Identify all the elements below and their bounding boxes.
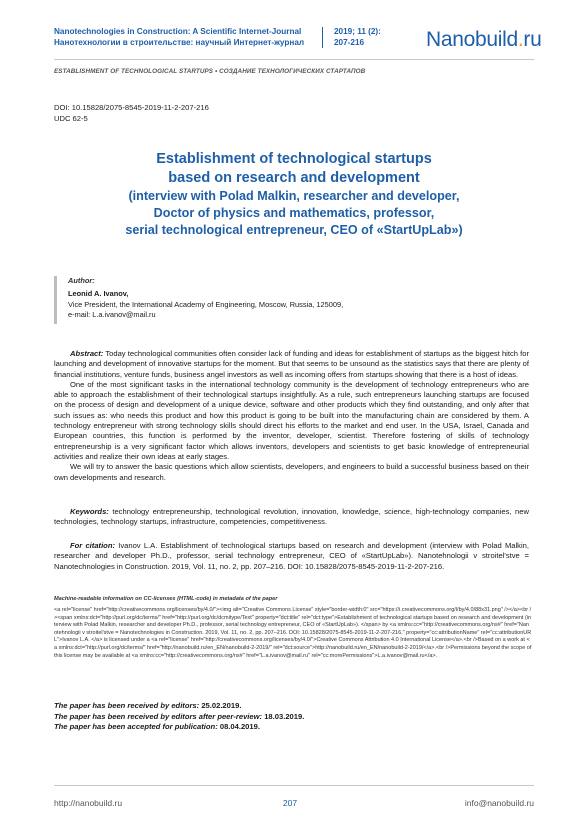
article-title <box>54 150 534 239</box>
title-line-4: Doctor of physics and mathematics, professor, <box>153 206 435 220</box>
author-block <box>54 276 454 324</box>
logo-text-b: ru <box>523 28 542 51</box>
footer-email-link[interactable]: info@nanobuild.ru <box>464 798 534 808</box>
cc-html-code: <a rel="license" href="http://creativecommons.org/licenses/by/4.0/"><img alt="Creative Commons License" style="border-width:0" src="https://i.creativecommons.org/l/by/4.0/88x31.png" /></a><br /><span xmlns:dct="http://purl.org/dc/terms/" href="http://purl.org/dc/dcmitype/Text" property="dct:title" rel="dct:type">Establishment of technological startups based on research and development (interview with Polad Malkin, researcher and developer Ph.D., professor, serial technology entrepreneur, CEO of «StartUpLab»). </span> by <a xmlns:cc="http://creativecommons.org/ns#" href="Nanotehnologii v stroitel'stve = Nanotechnologies in Construction. 2019, Vol. 11, no. 2, pp. 207–216. DOI: 10.15828/2075-8545-2019-11-2-207-216." property="cc:attributionName" rel="cc:attributionURL">Ivanov L.A. </a> is licensed under a <a rel="license" href="http://creativecommons.org/licenses/by/4.0/">Creative Commons Attribution 4.0 International License</a>.<br />Based on a work at <a xmlns:dct="http://purl.org/dc/terms/" href="http://nanobuild.ru/en_EN/nanobuild-2-2019/" rel="dct:source">http://nanobuild.ru/en_EN/nanobuild-2-2019/</a>.<br />Permissions beyond the scope of this license may be available at <a xmlns:cc="http://creativecommons.org/ns#" href="L.a.ivanov@mail.ru" rel="cc:morePermissions">L.a.ivanov@mail.ru</a>. <box>54 607 532 659</box>
author-affiliation <box>68 300 458 320</box>
affiliation-text: Vice President, the International Academy of Engineering, Moscow, Russia, 125009, <box>68 300 344 309</box>
keywords <box>54 507 529 528</box>
date-accepted-label: The paper has been accepted for publication: <box>54 722 218 731</box>
author-label: Author: <box>68 276 95 285</box>
citation-label: For citation: <box>70 541 115 550</box>
udc: UDC 62-5 <box>54 114 88 123</box>
author-bar <box>54 276 57 324</box>
keywords-label: Keywords: <box>70 507 109 516</box>
page-number: 207 <box>282 798 298 808</box>
publication-dates <box>54 701 304 733</box>
date-received-label: The paper has been received by editors: <box>54 701 200 710</box>
abstract-paragraph-3: We will try to answer the basic questions which allow scientists, developers, and engineers to build a successful business based on their own developments and research. <box>54 462 529 482</box>
citation <box>54 541 529 572</box>
title-line-2: based on research and development <box>168 170 420 186</box>
issue-pages: 207-216 <box>334 38 365 47</box>
abstract-label: Abstract: <box>70 349 104 358</box>
date-peer-review <box>54 712 304 723</box>
footer-rule <box>54 785 534 786</box>
journal-name-ru: Нанотехнологии в строительстве: научный Интернет-журнал <box>54 38 305 47</box>
author-email[interactable]: e-mail: L.a.ivanov@mail.ru <box>68 310 156 319</box>
keywords-text: technology entrepreneurship, technological revolution, innovation, knowledge, science, high-technology companies, new technologies, technology startups, infrastructure, competencies, competitiveness. <box>54 507 529 527</box>
date-peer-value: 18.03.2019. <box>264 711 305 721</box>
journal-header <box>54 26 542 56</box>
header-rule <box>54 59 534 60</box>
nanobuild-logo[interactable] <box>426 28 542 52</box>
author-name: Leonid A. Ivanov, <box>68 289 129 298</box>
article-identifiers <box>54 102 209 124</box>
footer-site-link[interactable]: http://nanobuild.ru <box>54 798 123 808</box>
doi[interactable]: DOI: 10.15828/2075-8545-2019-11-2-207-216 <box>54 103 209 112</box>
logo-text-a: Nanobuild <box>426 28 518 51</box>
abstract-paragraph-2: One of the most significant tasks in the international technology community is the development of technology entrepreneurs who are able to approach the establishment of their technological startups insightfully. As a rule, such entrepreneurs launching startups are focused on the process of design and development of a unique device, software and other products which they find outstanding, and only after that such issues as: who needs this product and how this product is going to be built into the manufacturing chain are considered by them. A technology entrepreneur with strong technology skills should direct his efforts to the market and end user. In the USA, Israel, Canada and European countries, this function is performed by the inventor, developer, scientist. Therefore fostering of skills of technology entrepreneurship is a very significant factor which allows inventors, developers and scientists to get basic knowledge of entrepreneurial activities and realize their own ideas at early stages. <box>54 379 529 461</box>
section-label: ESTABLISHMENT OF TECHNOLOGICAL STARTUPS • СОЗДАНИЕ ТЕХНОЛОГИЧЕСКИХ СТАРТАПОВ <box>54 68 366 75</box>
issue-info <box>334 26 381 48</box>
title-line-1: Establishment of technological startups <box>156 151 432 167</box>
title-line-3: (interview with Polad Malkin, researcher and developer, <box>128 189 460 203</box>
date-received-value: 25.02.2019. <box>201 701 242 710</box>
cc-heading: Machine-readable information on CC-licenses (HTML-code) in metadata of the paper <box>54 596 278 602</box>
logo-dot: . <box>517 28 524 51</box>
date-accepted <box>54 722 304 733</box>
journal-name <box>54 26 304 48</box>
abstract-text-1: Today technological communities often consider lack of funding and ideas for establishment of startups as the biggest hitch for launching and development of innovative startups for the moment. But that seems to be unsound as the statistics says that there are plenty of financial institutions, venture funds, business angel investors as well as incoming offers from startups showing that there is a host of ideas. <box>54 349 529 379</box>
date-peer-label: The paper has been received by editors after peer-review: <box>54 711 263 721</box>
date-accepted-value: 08.04.2019. <box>219 722 260 731</box>
abstract-paragraph-1 <box>54 349 529 380</box>
citation-text: Ivanov L.A. Establishment of technological startups based on research and development (interview with Polad Malkin, researcher and developer Ph.D., professor, serial technology entrepreneur, CEO of «StartUpLab»). Nanotehnologii v stroitel'stve = Nanotechnologies in Construction. 2019, Vol. 11, no. 2, pp. 207–216. DOI: 10.15828/2075-8545-2019-11-2-207-216. <box>54 541 529 571</box>
issue-volume: 2019; 11 (2): <box>334 27 381 36</box>
date-received <box>54 701 304 712</box>
abstract <box>54 349 529 483</box>
title-line-5: serial technological entrepreneur, CEO of «StartUpLab») <box>125 223 463 237</box>
journal-name-en: Nanotechnologies in Construction: A Scientific Internet-Journal <box>54 27 302 36</box>
header-divider <box>322 27 323 48</box>
